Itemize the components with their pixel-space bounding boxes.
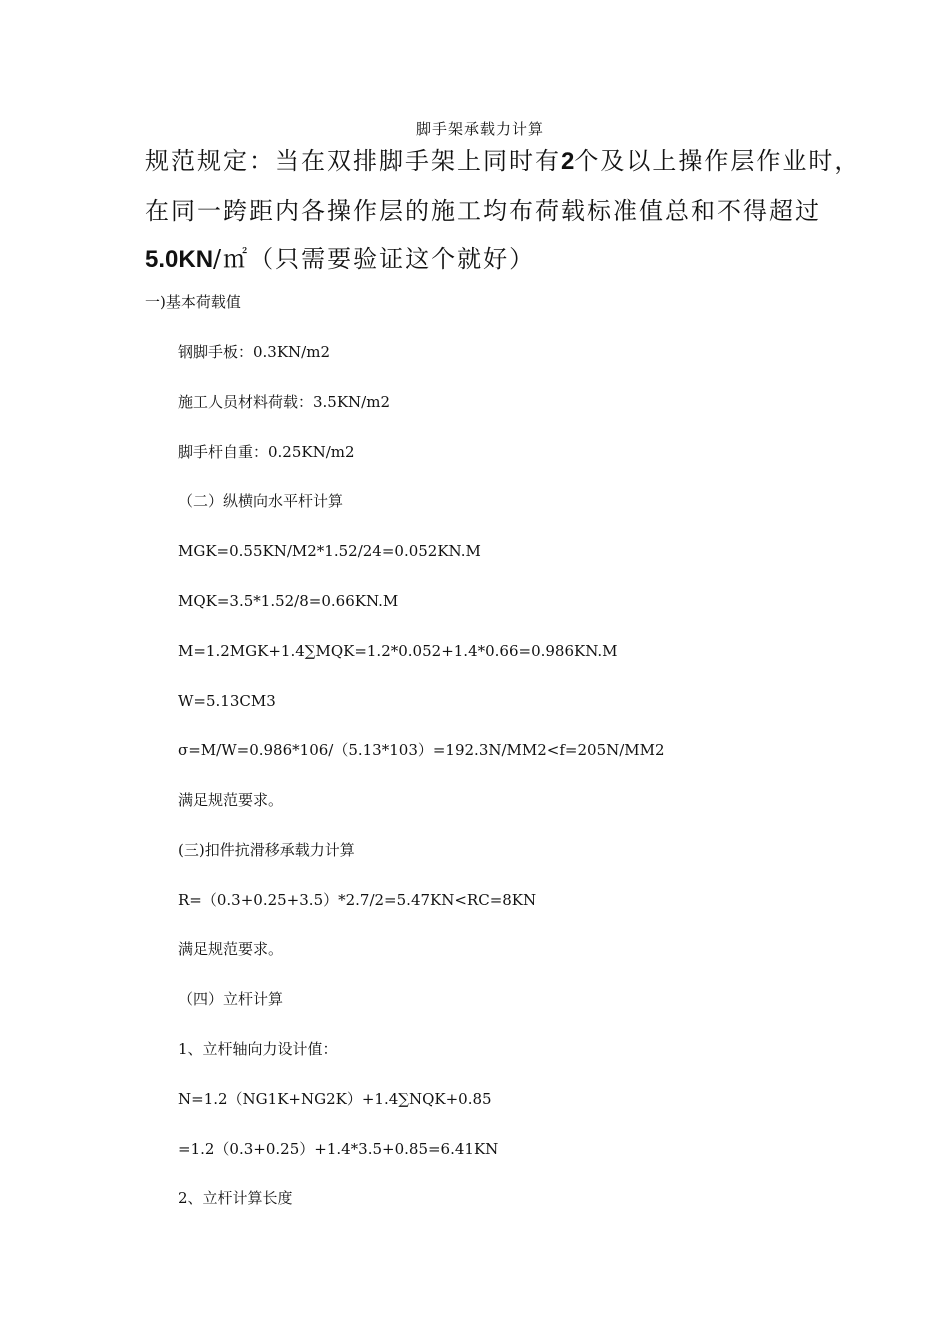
load-item: 钢脚手板：0.3KN/m2 [178, 343, 331, 361]
formula-line: =1.2（0.3+0.25）+1.4*3.5+0.85=6.41KN [178, 1140, 499, 1158]
regulation-text: /㎡（只需要验证这个就好） [213, 245, 536, 273]
conclusion-line: 满足规范要求。 [178, 791, 284, 809]
formula-line: W=5.13CM3 [178, 692, 276, 710]
regulation-limit-value: 5.0KN [145, 246, 214, 273]
section-heading-basic-loads: 一)基本荷载值 [145, 293, 241, 311]
document-title: 脚手架承载力计算 [415, 120, 544, 138]
subsection-heading: 1、立杆轴向力设计值： [178, 1040, 338, 1058]
formula-line: R=（0.3+0.25+3.5）*2.7/2=5.47KN<RC=8KN [178, 891, 537, 909]
subsection-heading: 2、立杆计算长度 [178, 1189, 293, 1207]
section-heading-fastener: (三)扣件抗滑移承载力计算 [178, 841, 355, 859]
section-heading-vertical-bar: （四）立杆计算 [178, 990, 284, 1008]
load-item: 施工人员材料荷载：3.5KN/m2 [178, 393, 391, 411]
regulation-number: 2 [561, 148, 575, 175]
regulation-text: 个及以上操作层作业时， [574, 147, 861, 175]
regulation-line-1 [145, 146, 861, 177]
load-item: 脚手杆自重：0.25KN/m2 [178, 443, 355, 461]
formula-line: MGK=0.55KN/M2*1.52/24=0.052KN.M [178, 542, 481, 560]
formula-line: N=1.2（NG1K+NG2K）+1.4∑NQK+0.85 [178, 1090, 492, 1108]
formula-line: MQK=3.5*1.52/8=0.66KN.M [178, 592, 399, 610]
formula-line: σ=M/W=0.986*106/（5.13*103）=192.3N/MM2<f=205N/MM2 [178, 741, 665, 759]
section-heading-horizontal-bar: （二）纵横向水平杆计算 [178, 492, 344, 510]
regulation-text: 规范规定：当在双排脚手架上同时有 [145, 147, 561, 175]
formula-line: M=1.2MGK+1.4∑MQK=1.2*0.052+1.4*0.66=0.986KN.M [178, 642, 618, 660]
conclusion-line: 满足规范要求。 [178, 940, 284, 958]
regulation-line-3 [145, 244, 825, 275]
regulation-line-2: 在同一跨距内各操作层的施工均布荷载标准值总和不得超过 [145, 197, 821, 225]
